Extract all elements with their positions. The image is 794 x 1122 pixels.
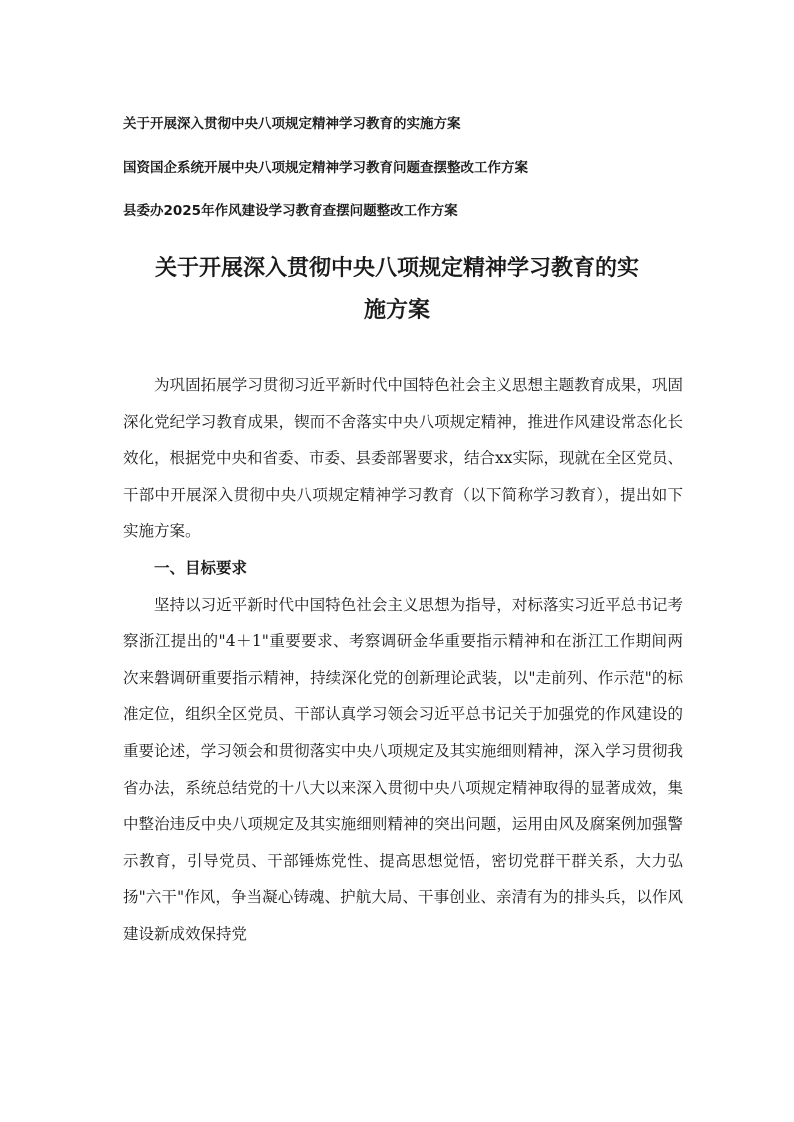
toc-item-2: 国资国企系统开展中央八项规定精神学习教育问题查摆整改工作方案 [123, 159, 528, 176]
section-heading-goals: 一、目标要求 [154, 558, 248, 577]
document-title-line-1: 关于开展深入贯彻中央八项规定精神学习教育的实 [154, 256, 639, 281]
intro-paragraph: 为巩固拓展学习贯彻习近平新时代中国特色社会主义思想主题教育成果，巩固深化党纪学习教育成果，锲而不舍落实中央八项规定精神，推进作风建设常态化长效化，根据党中央和省委、市委、县委部署要求，结合xx实际，现就在全区党员、干部中开展深入贯彻中央八项规定精神学习教育（以下简称学习教育），提出如下实施方案。 [123, 376, 683, 541]
table-of-contents [123, 112, 743, 243]
goals-paragraph: 坚持以习近平新时代中国特色社会主义思想为指导，对标落实习近平总书记考察浙江提出的"4＋1"重要要求、考察调研金华重要指示精神和在浙江工作期间两次来磐调研重要指示精神，持续深化党的创新理论武装，以"走前列、作示范"的标准定位，组织全区党员、干部认真学习领会习近平总书记关于加强党的作风建设的重要论述，学习领会和贯彻落实中央八项规定及其实施细则精神，深入学习贯彻我省办法，系统总结党的十八大以来深入贯彻中央八项规定精神取得的显著成效，集中整治违反中央八项规定及其实施细则精神的突出问题，运用由风及腐案例加强警示教育，引导党员、干部锤炼党性、提高思想觉悟，密切党群干群关系，大力弘扬"六干"作风，争当凝心铸魂、护航大局、干事创业、亲清有为的排头兵，以作风建设新成效保持党 [123, 595, 683, 943]
document-title [110, 248, 684, 332]
toc-item-3: 县委办2025年作风建设学习教育查摆问题整改工作方案 [123, 203, 458, 219]
document-title-line-2: 施方案 [363, 298, 430, 323]
document-body [123, 367, 683, 953]
toc-item-1: 关于开展深入贯彻中央八项规定精神学习教育的实施方案 [123, 116, 461, 132]
